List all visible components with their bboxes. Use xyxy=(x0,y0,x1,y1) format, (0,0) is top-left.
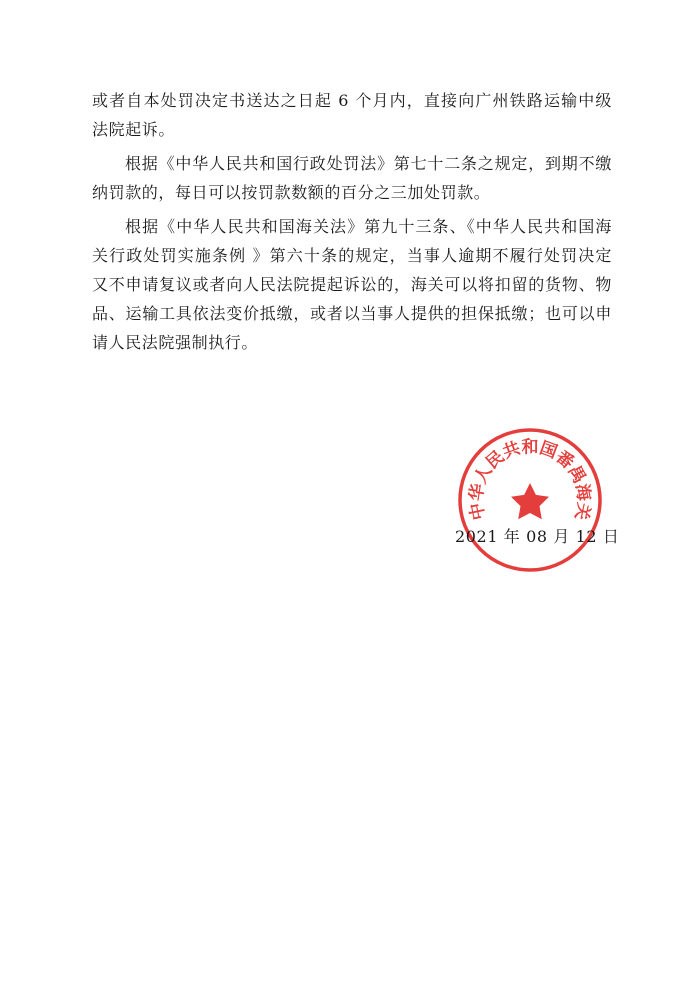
star-icon xyxy=(511,483,549,519)
document-body xyxy=(92,86,612,357)
paragraph-appeal: 或者自本处罚决定书送达之日起 6 个月内，直接向广州铁路运输中级法院起诉。 xyxy=(92,91,612,139)
paragraph-late-penalty: 根据《中华人民共和国行政处罚法》第七十二条之规定，到期不缴纳罚款的，每日可以按罚款数额的百分之三加处罚款。 xyxy=(92,154,612,202)
paragraph-enforcement: 根据《中华人民共和国海关法》第九十三条、《中华人民共和国海关行政处罚实施条例 》第六十条的规定，当事人逾期不履行处罚决定又不申请复议或者向人民法院提起诉讼的，海关可以将扣留的货物、物品、运输工具依法变价抵缴，或者以当事人提供的担保抵缴；也可以申请人民法院强制执行。 xyxy=(92,217,612,352)
official-seal-stamp xyxy=(455,425,605,575)
seal-text: 中华人民共和国番禺海关 xyxy=(466,437,594,522)
document-date: 2021 年 08 月 12 日 xyxy=(455,527,620,546)
